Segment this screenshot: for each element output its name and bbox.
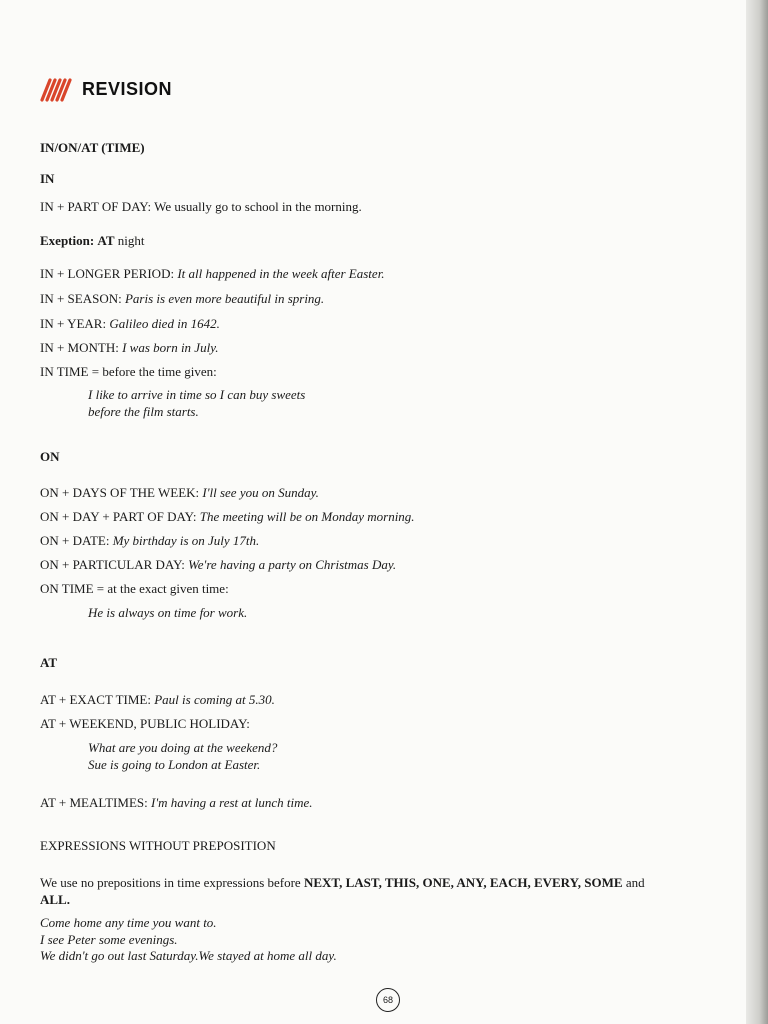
exception-value: night: [117, 233, 145, 248]
rule-example: I'm having a rest at lunch time.: [150, 795, 313, 810]
rule-label: ON + PARTICULAR DAY:: [40, 557, 185, 572]
in-time-example-2: before the film starts.: [88, 404, 199, 419]
in-longer-period-rule: [40, 266, 385, 282]
exception-preposition: AT: [97, 233, 115, 248]
on-particular-day-rule: [40, 557, 396, 573]
on-days-rule: [40, 485, 319, 501]
page-edge-shadow: [746, 0, 768, 1024]
intro-text: We use no prepositions in time expressions before: [40, 875, 301, 890]
in-part-of-day-rule: [40, 199, 362, 215]
at-mealtimes-rule: [40, 795, 313, 811]
rule-label: AT + MEALTIMES:: [40, 795, 148, 810]
in-time-rule: IN TIME = before the time given:: [40, 364, 217, 379]
rule-example: The meeting will be on Monday morning.: [199, 509, 415, 524]
rule-example: It all happened in the week after Easter.: [177, 266, 385, 281]
at-weekend-example-1: What are you doing at the weekend?: [88, 740, 278, 755]
rule-label: ON + DATE:: [40, 533, 110, 548]
expressions-example-1: Come home any time you want to.: [40, 915, 217, 930]
rule-example: Paul is coming at 5.30.: [154, 692, 275, 707]
rule-example: We usually go to school in the morning.: [154, 199, 362, 214]
rule-label: AT + EXACT TIME:: [40, 692, 151, 707]
in-heading: IN: [40, 171, 55, 186]
exception-label: Exeption:: [40, 233, 95, 248]
intro-keywords: NEXT, LAST, THIS, ONE, ANY, EACH, EVERY, SOME: [303, 875, 623, 890]
rule-label: IN + YEAR:: [40, 316, 107, 331]
rule-example: Galileo died in 1642.: [109, 316, 220, 331]
expressions-heading: EXPRESSIONS WITHOUT PREPOSITION: [40, 838, 276, 853]
rule-label: IN + LONGER PERIOD:: [40, 266, 175, 281]
at-weekend-rule: AT + WEEKEND, PUBLIC HOLIDAY:: [40, 716, 250, 731]
expressions-intro: [40, 874, 740, 908]
brush-logo-icon: [40, 76, 74, 102]
on-day-part-rule: [40, 509, 415, 525]
expressions-example-2: I see Peter some evenings.: [40, 932, 178, 947]
on-date-rule: [40, 533, 259, 549]
at-weekend-example-2: Sue is going to London at Easter.: [88, 757, 261, 772]
rule-label: IN + PART OF DAY:: [40, 199, 152, 214]
in-season-rule: [40, 291, 324, 307]
rule-example: I was born in July.: [122, 340, 219, 355]
expressions-example-3: We didn't go out last Saturday.We stayed at home all day.: [40, 948, 337, 963]
at-exact-time-rule: [40, 692, 275, 708]
rule-example: We're having a party on Christmas Day.: [188, 557, 397, 572]
rule-example: Paris is even more beautiful in spring.: [124, 291, 325, 306]
rule-example: I'll see you on Sunday.: [202, 485, 319, 500]
in-exception-rule: [40, 233, 145, 249]
page-number: 68: [376, 988, 400, 1012]
in-time-example-1: I like to arrive in time so I can buy sweets: [88, 387, 306, 402]
in-month-rule: [40, 340, 219, 356]
section-title: IN/ON/AT (TIME): [40, 140, 145, 155]
rule-label: IN + SEASON:: [40, 291, 122, 306]
intro-and: and: [625, 875, 645, 890]
rule-label: ON + DAY + PART OF DAY:: [40, 509, 197, 524]
on-time-example: He is always on time for work.: [88, 605, 248, 620]
rule-example: My birthday is on July 17th.: [112, 533, 260, 548]
rule-label: ON + DAYS OF THE WEEK:: [40, 485, 200, 500]
page-title: REVISION: [82, 78, 173, 99]
at-heading: AT: [40, 655, 58, 670]
in-year-rule: [40, 316, 220, 332]
intro-all: ALL.: [40, 892, 70, 907]
rule-label: IN + MONTH:: [40, 340, 119, 355]
on-heading: ON: [40, 449, 60, 464]
on-time-rule: ON TIME = at the exact given time:: [40, 581, 229, 596]
revision-header: [40, 76, 172, 102]
